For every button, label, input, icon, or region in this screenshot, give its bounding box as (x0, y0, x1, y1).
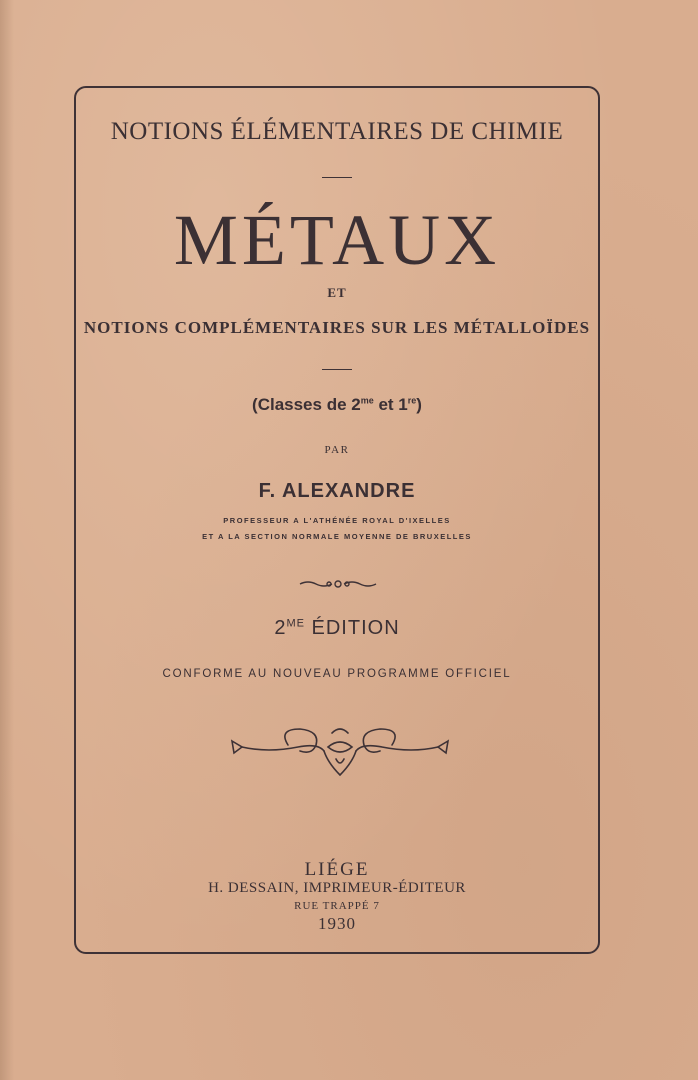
imprint-place: LIÉGE (304, 859, 370, 880)
classes-sup-2: re (407, 395, 417, 406)
main-title: MÉTAUX (173, 200, 501, 280)
compliance-note: CONFORME AU NOUVEAU PROGRAMME OFFICIEL (162, 668, 512, 680)
subtitle: NOTIONS COMPLÉMENTAIRES SUR LES MÉTALLOÏDES (83, 318, 591, 337)
flourish-ornament-icon (228, 723, 452, 783)
spine-shadow (0, 0, 14, 1080)
classes-suffix: ) (416, 395, 422, 414)
divider-middle (322, 369, 352, 370)
series-title: NOTIONS ÉLÉMENTAIRES DE CHIMIE (110, 118, 564, 145)
classes-line (74, 395, 600, 415)
edition-word: ÉDITION (304, 617, 400, 639)
edition-sup: ME (286, 617, 305, 630)
small-scroll-ornament-icon (298, 577, 378, 591)
author-name: F. ALEXANDRE (258, 480, 416, 502)
classes-prefix: (Classes de 2 (252, 395, 361, 414)
edition (74, 617, 600, 640)
author-affiliation-2: ET A LA SECTION NORMALE MOYENNE DE BRUXELLES (202, 532, 472, 541)
classes-sup-1: me (360, 395, 374, 406)
imprint-street: RUE TRAPPÉ 7 (294, 900, 380, 912)
imprint-printer: H. DESSAIN, IMPRIMEUR-ÉDITEUR (208, 880, 466, 896)
divider-top (322, 177, 352, 178)
imprint-year: 1930 (318, 914, 356, 933)
author-affiliation-1: PROFESSEUR A L'ATHÉNÉE ROYAL D'IXELLES (223, 516, 451, 525)
by-label: PAR (324, 444, 350, 456)
conjunction: ET (327, 285, 347, 300)
classes-middle: et 1 (373, 395, 408, 414)
edition-number: 2 (274, 617, 287, 639)
